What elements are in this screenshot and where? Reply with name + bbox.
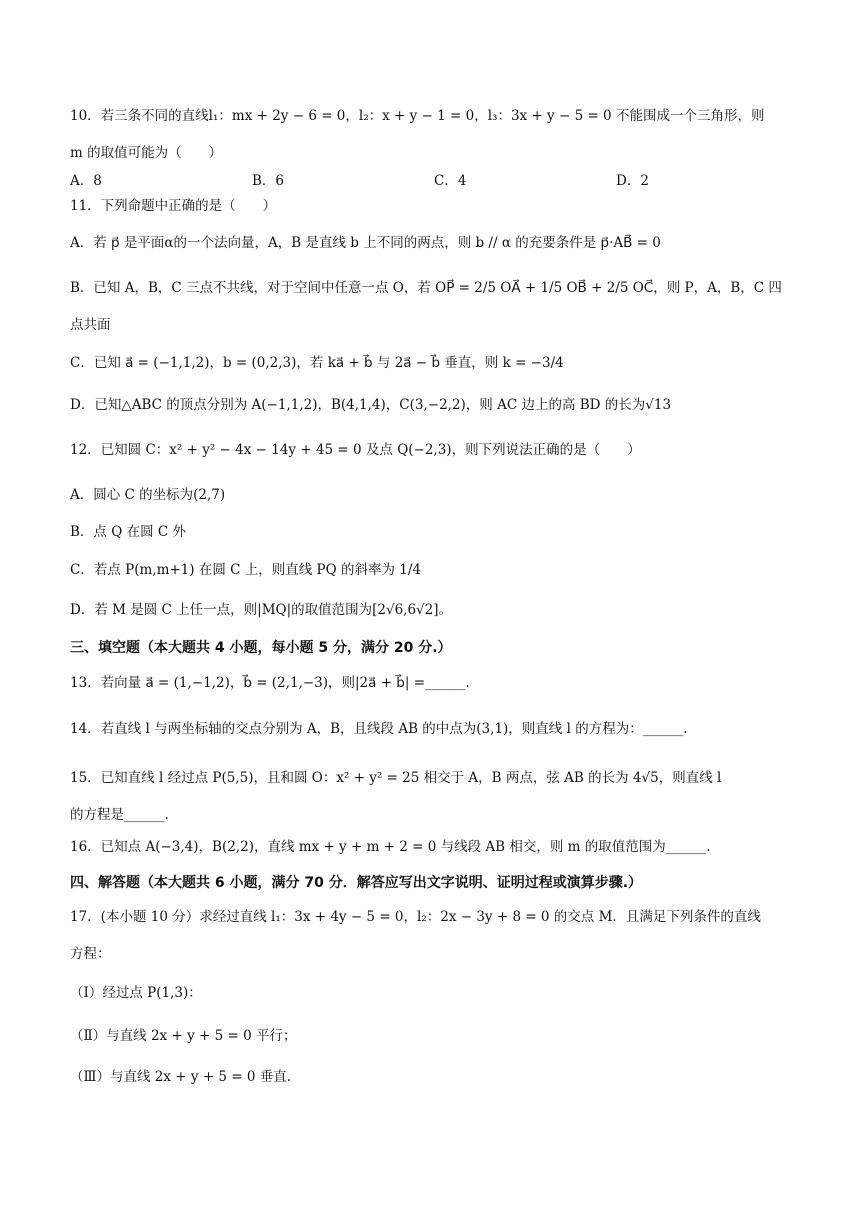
q12-option-d: D．若 M 是圆 C 上任一点，则|MQ|的取值范围为[2√6,6√2]。 bbox=[70, 602, 453, 618]
q17-line1: 17．(本小题 10 分）求经过直线 l₁：3x + 4y − 5 = 0，l₂：2x − 3y + 8 = 0 的交点 M．且满足下列条件的直线 bbox=[70, 909, 761, 925]
q10-options bbox=[70, 171, 800, 191]
q17-part-i: （Ⅰ）经过点 P(1,3)： bbox=[70, 985, 202, 1001]
q10-option-d: D．2 bbox=[616, 173, 649, 189]
q10-option-b: B．6 bbox=[252, 173, 285, 189]
q12-stem: 12．已知圆 C：x² + y² − 4x − 14y + 45 = 0 及点 Q(−2,3)，则下列说法正确的是（ ） bbox=[70, 442, 641, 458]
q11-option-c: C．已知 a⃗ = (−1,1,2)，b = (0,2,3)，若 ka⃗ + b⃗ 与 2a⃗ − b⃗ 垂直，则 k = −3/4 bbox=[70, 355, 564, 371]
q10-line1: 10．若三条不同的直线l₁：mx + 2y − 6 = 0，l₂：x + y − 1 = 0，l₃：3x + y − 5 = 0 不能围成一个三角形，则 bbox=[70, 108, 765, 124]
q17-line2: 方程： bbox=[70, 946, 111, 962]
q11-option-a: A．若 p⃗ 是平面α的一个法向量，A，B 是直线 b 上不同的两点，则 b // α 的充要条件是 p⃗·AB⃗ = 0 bbox=[70, 235, 661, 251]
q10-option-c: C．4 bbox=[434, 173, 467, 189]
q11-option-b-line2: 点共面 bbox=[70, 317, 111, 333]
q15-line1: 15．已知直线 l 经过点 P(5,5)，且和圆 O：x² + y² = 25 相交于 A，B 两点，弦 AB 的长为 4√5，则直线 l bbox=[70, 770, 722, 786]
section-3-heading: 三、填空题（本大题共 4 小题，每小题 5 分，满分 20 分.） bbox=[70, 640, 452, 656]
section-4-heading: 四、解答题（本大题共 6 小题，满分 70 分．解答应写出文字说明、证明过程或演算步骤.） bbox=[70, 875, 643, 891]
q17-part-ii: （Ⅱ）与直线 2x + y + 5 = 0 平行； bbox=[70, 1028, 297, 1044]
q11-stem: 11．下列命题中正确的是（ ） bbox=[70, 198, 277, 214]
q16: 16．已知点 A(−3,4)，B(2,2)，直线 mx + y + m + 2 = 0 与线段 AB 相交，则 m 的取值范围为______. bbox=[70, 839, 711, 855]
q12-option-b: B．点 Q 在圆 C 外 bbox=[70, 524, 186, 540]
q10-line2: m 的取值可能为（ ） bbox=[70, 145, 223, 161]
q12-option-a: A．圆心 C 的坐标为(2,7) bbox=[70, 487, 226, 503]
q13: 13．若向量 a⃗ = (1,−1,2)，b⃗ = (2,1,−3)，则|2a⃗ + b⃗| =______. bbox=[70, 675, 470, 691]
q14: 14．若直线 l 与两坐标轴的交点分别为 A，B，且线段 AB 的中点为(3,1)，则直线 l 的方程为：______. bbox=[70, 721, 688, 737]
q17-part-iii: （Ⅲ）与直线 2x + y + 5 = 0 垂直. bbox=[70, 1069, 292, 1085]
q12-option-c: C．若点 P(m,m+1) 在圆 C 上，则直线 PQ 的斜率为 1/4 bbox=[70, 562, 421, 578]
q11-option-b-line1: B．已知 A，B，C 三点不共线，对于空间中任意一点 O，若 OP⃗ = 2/5 OA⃗ + 1/5 OB⃗ + 2/5 OC⃗，则 P，A，B，C 四 bbox=[70, 280, 782, 296]
q11-option-d: D．已知△ABC 的顶点分别为 A(−1,1,2)，B(4,1,4)，C(3,−2,2)，则 AC 边上的高 BD 的长为√13 bbox=[70, 397, 672, 413]
q10-option-a: A．8 bbox=[70, 173, 102, 189]
q15-line2: 的方程是______. bbox=[70, 807, 169, 823]
